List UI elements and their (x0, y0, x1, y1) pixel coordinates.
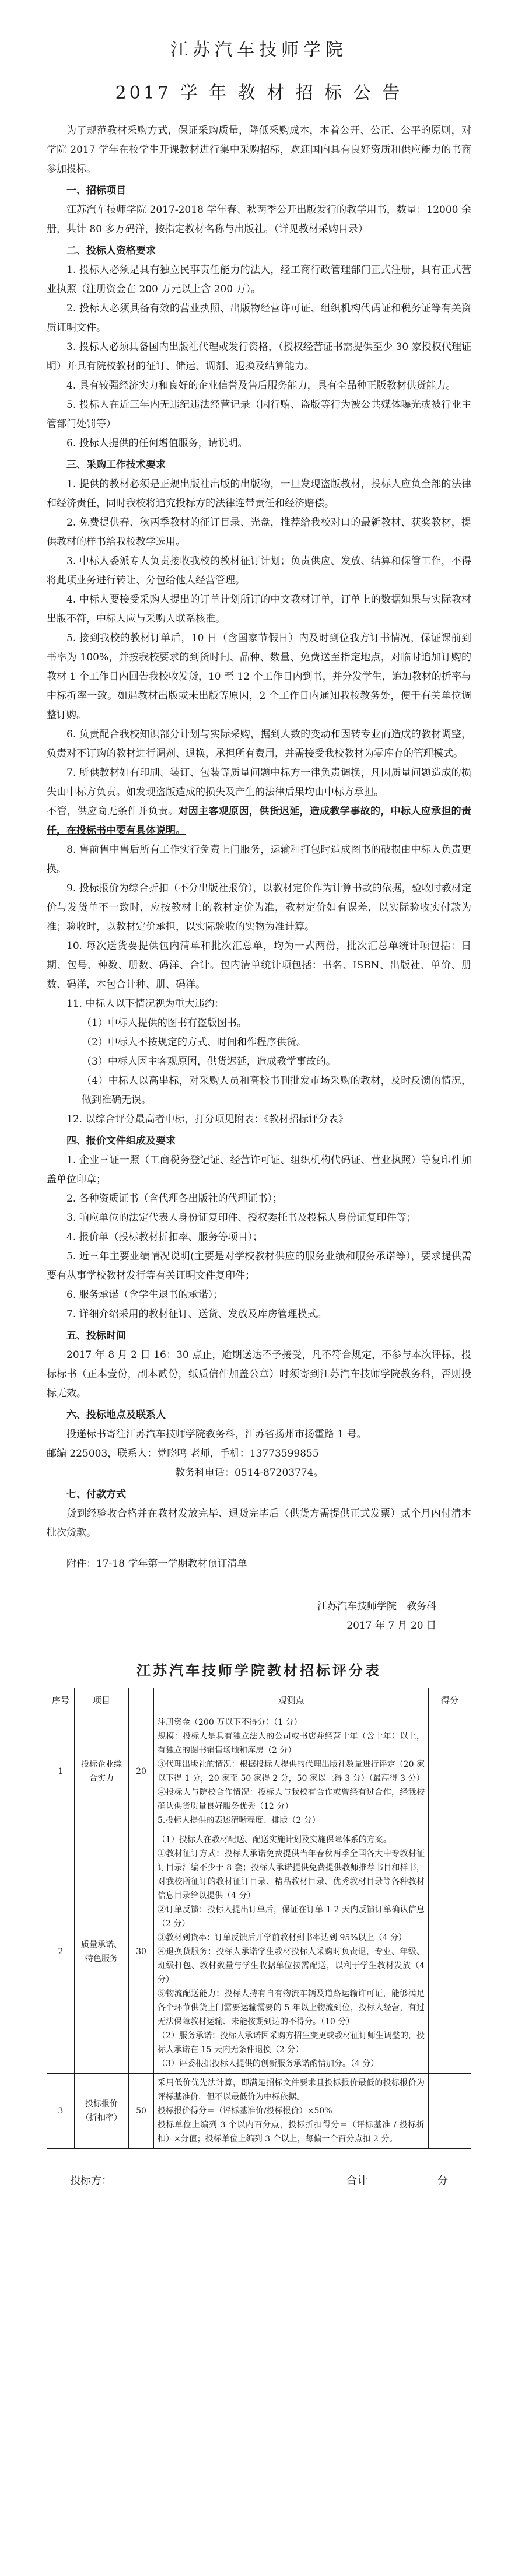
criteria-line: ①教材征订方式：投标人承诺免费提供当年春秋两季全国各大中专教材征订目录汇编不少于 8 套；投标人承诺提供免费提供教师推荐书目和样书，对我校所征订的教材征订目录、精品教材目录、优秀教材目录等各种教材信息目录给以提供（4 分） (158, 1849, 425, 1901)
section-paragraph: 8. 售前售中售后所有工作实行免费上门服务，运输和打包时造成图书的破损由中标人负责更换。 (47, 844, 471, 875)
row-score-cell[interactable] (429, 2074, 471, 2149)
section-paragraph: 6. 投标人提供的任何增值服务，请说明。 (66, 438, 248, 449)
header-points (129, 1688, 154, 1713)
row-item: 投标企业综合实力 (75, 1713, 129, 1831)
row-criteria (154, 2074, 429, 2149)
section-paragraph: 1. 投标人必须是具有独立民事责任能力的法人，经工商行政管理部门正式注册，具有正式营业执照（注册资金在 200 万元以上含 200 万）。 (47, 264, 471, 295)
bidder-blank[interactable] (112, 2175, 240, 2188)
criteria-line: ③代理出版社的情况：根据投标人提供的代理出版社数量进行评定（20 家以下得 1 分，20 家至 50 家得 2 分，50 家以上得 3 分）（最高得 3 分） (158, 1760, 425, 1783)
signature-org: 江苏汽车技师学院 教务科 (317, 1601, 436, 1612)
section-heading: 二、投标人资格要求 (66, 245, 156, 257)
violation-item: （3）中标人因主客观原因，供货迟延，造成教学事故的。 (82, 1056, 336, 1068)
section-paragraph: 4. 具有较强经济实力和良好的企业信誉及售后服务能力，具有全品种正版教材供货能力。 (66, 380, 456, 391)
criteria-line: （3）评委根据投标人提供的创新服务承诺酌情加分。（4 分） (158, 2059, 379, 2068)
bidder-label: 投标方： (70, 2175, 112, 2187)
violation-item: （4）中标人以高串标，对采购人员和高校书刊批发市场采购的教材，及时反馈的情况，做到准确无误。 (82, 1075, 471, 1106)
section-heading: 六、投标地点及联系人 (66, 1409, 166, 1421)
criteria-line: 投标报价得分＝（评标基准价/投标报价）×50% (158, 2106, 332, 2116)
score-table (47, 1688, 471, 2149)
section-paragraph: 1. 提供的教材必须是正规出版社出版的出版物，一旦发现盗版教材，投标人应负全部的法律和经济责任，同时我校将追究投标方的法律连带责任和经济赔偿。 (47, 478, 471, 509)
row-item: 投标报价（折扣率） (75, 2074, 129, 2149)
section-paragraph: 2. 投标人必须具备有效的营业执照、出版物经营许可证、组织机构代码证和税务证等有关资质证明文件。 (47, 303, 471, 334)
section-paragraph: 5. 投标人在近三年内无违纪违法经营记录（因行贿、盗版等行为被公共媒体曝光或被行业主管部门处罚等） (47, 399, 471, 430)
row-number: 3 (47, 2074, 75, 2149)
section-technical (47, 456, 471, 1129)
section-heading: 三、采购工作技术要求 (66, 459, 166, 471)
score-table-title: 江苏汽车技师学院教材招标评分表 (136, 1662, 382, 1679)
section-paragraph: 6. 服务承诺（含学生退书的承诺）； (66, 1289, 223, 1301)
notice-title: 2017 学 年 教 材 招 标 公 告 (115, 83, 403, 103)
violation-item: （1）中标人提供的图书有盗版图书。 (82, 1017, 247, 1029)
section-paragraph: 2. 免费提供春、秋两季教材的征订目录、光盘，推荐给我校对口的最新教材、获奖教材，提供教材的样书给我校教学选用。 (47, 517, 471, 548)
table-header-row (47, 1688, 471, 1713)
row-score-cell[interactable] (429, 1831, 471, 2074)
section-paragraph: 5. 接到我校的教材订单后，10 日（含国家节假日）内及时到位我方订书情况，保证课前到书率为 100%，并按我校要求的到货时间、品种、数量、免费送至指定地点，对临时追加订购的教材 1 个工作日内回告我校收发货，10 至 12 个工作日内到书，并分发学生，追加教材的折率与中标折率一致。如遇教材出版或未出版等原因，2 个工作日内通知我校教务处，便于有关单位调整订购。 (47, 632, 471, 721)
section-paragraph: 6. 负责配合我校知识部分计划与实际采购，据到人数的变动和因转专业而造成的教材调整，负责对不订购的教材进行调剂、退换，承担所有费用，并需接受我校教材为零库存的管理模式。 (47, 729, 471, 760)
criteria-line: ②订单反馈：投标人提出订单后，保证在订单 1-2 天内反馈订单确认信息（2 分） (158, 1905, 425, 1929)
section-paragraph: 3. 投标人必须具备国内出版社代理或发行资格，（授权经营证书需提供至少 30 家授权代理证明）并具有院校教材的征订、储运、调剂、退换及结算能力。 (47, 341, 471, 372)
section-paragraph: 5. 近三年主要业绩情况说明(主要是对学校教材供应的服务业绩和服务承诺等），要求提供需要有从事学校教材发行等有关证明文件复印件； (47, 1251, 471, 1282)
section-contact (47, 1406, 471, 1483)
signature-footer (47, 2172, 471, 2188)
criteria-line: 采用低价优先法计算，即满足招标文件要求且投标报价最低的投标报价为评标基准价，但不以最低价为中标依据。 (158, 2078, 425, 2102)
header-criteria: 观测点 (154, 1688, 429, 1713)
section-heading: 一、招标项目 (66, 185, 126, 197)
criteria-line: 规模：投标人是具有独立法人的公司或书店并经营十年（含十年）以上，有独立的图书销售场地和库房（2 分） (158, 1732, 425, 1755)
row-points: 30 (129, 1831, 154, 2074)
row-number: 1 (47, 1713, 75, 1831)
signature-date: 2017 年 7 月 20 日 (346, 1620, 436, 1632)
emphasis-text: 对因主客观原因，供货迟延，造成教学事故的，中标人应承担的责任，在投标书中要有具体说明。 (47, 806, 472, 836)
contact-line: 邮编 225003，联系人：党晓鸣 老师，手机：13773599855 (47, 1448, 319, 1460)
section-paragraph: 4. 中标人要接受采购人提出的订单计划所订的中文教材订单，订单上的数据如果与实际教材出版不符，中标人应与采购人联系核准。 (47, 594, 471, 625)
section-paragraph: 1. 企业三证一照（工商税务登记证、经营许可证、组织机构代码证、营业执照）等复印件加盖单位印章； (47, 1154, 471, 1185)
section-qualification (47, 242, 471, 453)
section-paragraph: 3. 中标人委派专人负责接收我校的教材征订计划；负责供应、发放、结算和保管工作，不得将此项业务进行转让、分包给他人经营管理。 (47, 555, 471, 586)
row-criteria (154, 1713, 429, 1831)
section-payment (47, 1485, 471, 1543)
section-deadline (47, 1326, 471, 1404)
section-paragraph: 3. 响应单位的法定代表人身份证复印件、授权委托书及投标人身份证复印件等； (66, 1212, 416, 1224)
total-label: 合计 (346, 2175, 368, 2187)
header-item: 项目 (75, 1688, 129, 1713)
paragraph-text: 不管，供应商无条件并负责。 (47, 806, 178, 817)
row-points: 20 (129, 1713, 154, 1831)
criteria-line: 投标单位上编列 3 个以内百分点，投标折扣得分＝（评标基准 / 投标折扣）×分值；投标单位上编列 3 个以上，每偏一个百分点扣 2 分。 (158, 2120, 425, 2144)
section-heading: 五、投标时间 (66, 1330, 126, 1342)
section-paragraph: 2017 年 8 月 2 日 16：30 点止，逾期送达不予接受，凡不符合规定，不参与本次评标，投标标书（正本壹份，副本贰份，纸质信件加盖公章）时须寄到江苏汽车技师学院教务科，否则投标无效。 (47, 1349, 471, 1399)
section-paragraph: 11. 中标人以下情况视为重大违约： (66, 998, 225, 1010)
attachment-note: 附件：17-18 学年第一学期教材预订清单 (66, 1558, 247, 1570)
criteria-line: （2）服务承诺：投标人承诺因采购方招生变更或教材征订师生调整的，投标人承诺在 15 天内无条件退换（2 分） (158, 2031, 425, 2054)
criteria-line: 5.投标人提供的表述清晰程度、排版（2 分） (158, 1816, 320, 1825)
bidder-field (70, 2172, 240, 2188)
total-blank[interactable] (368, 2175, 438, 2188)
section-heading: 四、报价文件组成及要求 (66, 1135, 176, 1147)
criteria-line: 注册资金（200 万以下不得分）（1 分） (158, 1718, 302, 1727)
total-field (346, 2172, 448, 2188)
row-criteria (154, 1831, 429, 2074)
section-heading: 七、付款方式 (66, 1489, 126, 1500)
section-paragraph: 4. 报价单（投标教材折扣率、服务等项目）； (66, 1231, 263, 1243)
section-paragraph: 2. 各种资质证书（含代理各出版社的代理证书）； (66, 1193, 283, 1205)
table-row (47, 1831, 471, 2074)
section-paragraph: 9. 投标报价为综合折扣（不分出版社报价），以教材定价作为计算书款的依据，验收时教材定价与发货单不一致时，应按教材上的教材定价为准，教材定价如有误差，以实际验收实付款为准；验收时，以教材定价承担，以实际验收的实物为准计算。 (47, 883, 471, 933)
section-paragraph: 江苏汽车技师学院 2017-2018 学年春、秋两季公开出版发行的教学用书，数量：12000 余册，共计 80 多万码洋，按指定教材名称与出版社。（详见教材采购目录） (47, 204, 471, 235)
row-points: 50 (129, 2074, 154, 2149)
row-score-cell[interactable] (429, 1713, 471, 1831)
criteria-line: ⑤物流配送能力：投标人持有自有物流车辆及道路运输许可证，能够满足各个环节供货上门需要运输需要的 5 年以上物流到位，投标人经营，有过无法保障教材运输、未能按期到达的不得分。（10 分） (158, 1989, 425, 2027)
section-paragraph: 10. 每次送货要提供包内清单和批次汇总单，均为一式两份，批次汇总单统计项包括：日期、包号、种数、册数、码洋、合计。包内清单统计项包括：书名、ISBN、出版社、单价、册数、码洋，本包合计种、册、码洋。 (47, 940, 471, 991)
phone-line: 教务科电话：0514-87203774。 (175, 1467, 324, 1479)
address-line: 投递标书寄往江苏汽车技师学院教务科，江苏省扬州市扬霍路 1 号。 (66, 1429, 367, 1440)
school-name: 江苏汽车技师学院 (170, 40, 348, 60)
table-row (47, 1713, 471, 1831)
total-unit: 分 (438, 2175, 448, 2187)
row-number: 2 (47, 1831, 75, 2074)
row-item: 质量承诺、特色服务 (75, 1831, 129, 2074)
criteria-line: ③教材到货率：订单反馈后开学前教材到书率达到 95%以上（4 分） (158, 1933, 407, 1943)
section-paragraph: 货到经验收合格并在教材发放完毕、退货完毕后（供货方需提供正式发票）贰个月内付清本批次货款。 (47, 1508, 471, 1539)
table-row (47, 2074, 471, 2149)
header-score: 得分 (429, 1688, 471, 1713)
violation-list (47, 1014, 471, 1110)
section-paragraph-continued (47, 802, 471, 841)
criteria-line: ④投标人与院校合作情况：投标人与我校有合作或曾经有过合作，经我校确认供货质量良好服务优秀（12 分） (158, 1788, 425, 1811)
section-paragraph: 7. 所供教材如有印刷、装订、包装等质量问题中标方一律负责调换，凡因质量问题造成的损失由中标方负责。如发现盗版造成的损失及产生的法律后果均由中标方承担。 (47, 767, 471, 798)
section-paragraph: 7. 详细介绍采用的教材征订、送货、发放及库房管理模式。 (66, 1308, 327, 1320)
section-project (47, 181, 471, 239)
section-paragraph: 12. 以综合评分最高者中标，打分项见附表：《教材招标评分表》 (66, 1114, 348, 1125)
signature-block (47, 1597, 471, 1636)
section-documents (47, 1132, 471, 1324)
criteria-line: ④退换货服务：投标人承诺学生教材投标人采购时负责退，专业、年级、班级打包、教材数量与学生收据单位按需配送，以利于学生教材发放（4 分） (158, 1947, 425, 1985)
violation-item: （2）中标人不按规定的方式、时间和作程序供货。 (82, 1037, 306, 1048)
header-number: 序号 (47, 1688, 75, 1713)
intro-paragraph: 为了规范教材采购方式，保证采购质量，降低采购成本，本着公开、公正、公平的原则，对学院 2017 学年在校学生开课教材进行集中采购招标，欢迎国内具有良好资质和供应能力的书商参加投标。 (47, 125, 471, 175)
criteria-line: （1）投标人在教材配送、配送实施计划及实施保障体系的方案。 (158, 1835, 391, 1845)
